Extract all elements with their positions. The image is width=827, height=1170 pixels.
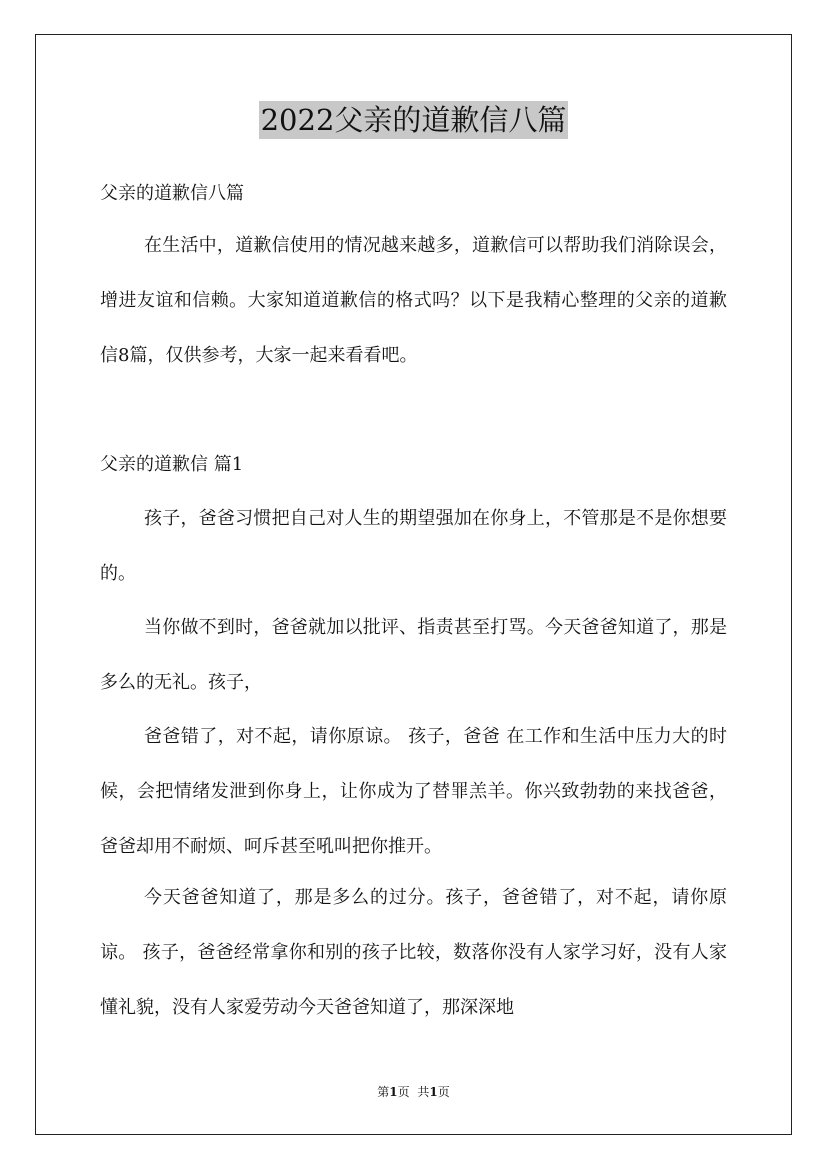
body-paragraph: 今天爸爸知道了，那是多么的过分。孩子，爸爸错了，对不起，请你原谅。 孩子，爸爸经常拿你和别的孩子比较，数落你没有人家学习好，没有人家懂礼貌，没有人家爱劳动今天爸爸知道了，那深深地 (100, 887, 727, 1018)
footer-total-number: 1 (429, 1085, 438, 1099)
footer-page-suffix: 页 (397, 1085, 410, 1099)
intro-paragraph: 在生活中，道歉信使用的情况越来越多，道歉信可以帮助我们消除误会，增进友谊和信赖。大家知道道歉信的格式吗？以下是我精心整理的父亲的道歉信8篇，仅供参考，大家一起来看看吧。 (100, 235, 727, 366)
document-subtitle: 父亲的道歉信八篇 (100, 183, 244, 204)
document-title (0, 98, 827, 142)
section-heading-1: 父亲的道歉信 篇1 (100, 454, 244, 475)
document-title-text: 2022父亲的道歉信八篇 (260, 103, 567, 137)
body-paragraph: 孩子，爸爸习惯把自己对人生的期望强加在你身上，不管那是不是你想要的。 (100, 508, 727, 584)
footer-total-prefix: 共 (417, 1085, 430, 1099)
footer-page-number: 1 (389, 1085, 398, 1099)
body-paragraph: 爸爸错了，对不起，请你原谅。 孩子，爸爸 在工作和生活中压力大的时候，会把情绪发泄到你身上，让你成为了替罪羔羊。你兴致勃勃的来找爸爸，爸爸却用不耐烦、呵斥甚至吼叫把你推开。 (100, 726, 727, 857)
body-paragraph: 当你做不到时，爸爸就加以批评、指责甚至打骂。今天爸爸知道了，那是多么的无礼。孩子， (100, 617, 727, 693)
footer-total-suffix: 页 (437, 1085, 450, 1099)
footer-page-prefix: 第 (377, 1085, 390, 1099)
page-footer (0, 1083, 827, 1101)
